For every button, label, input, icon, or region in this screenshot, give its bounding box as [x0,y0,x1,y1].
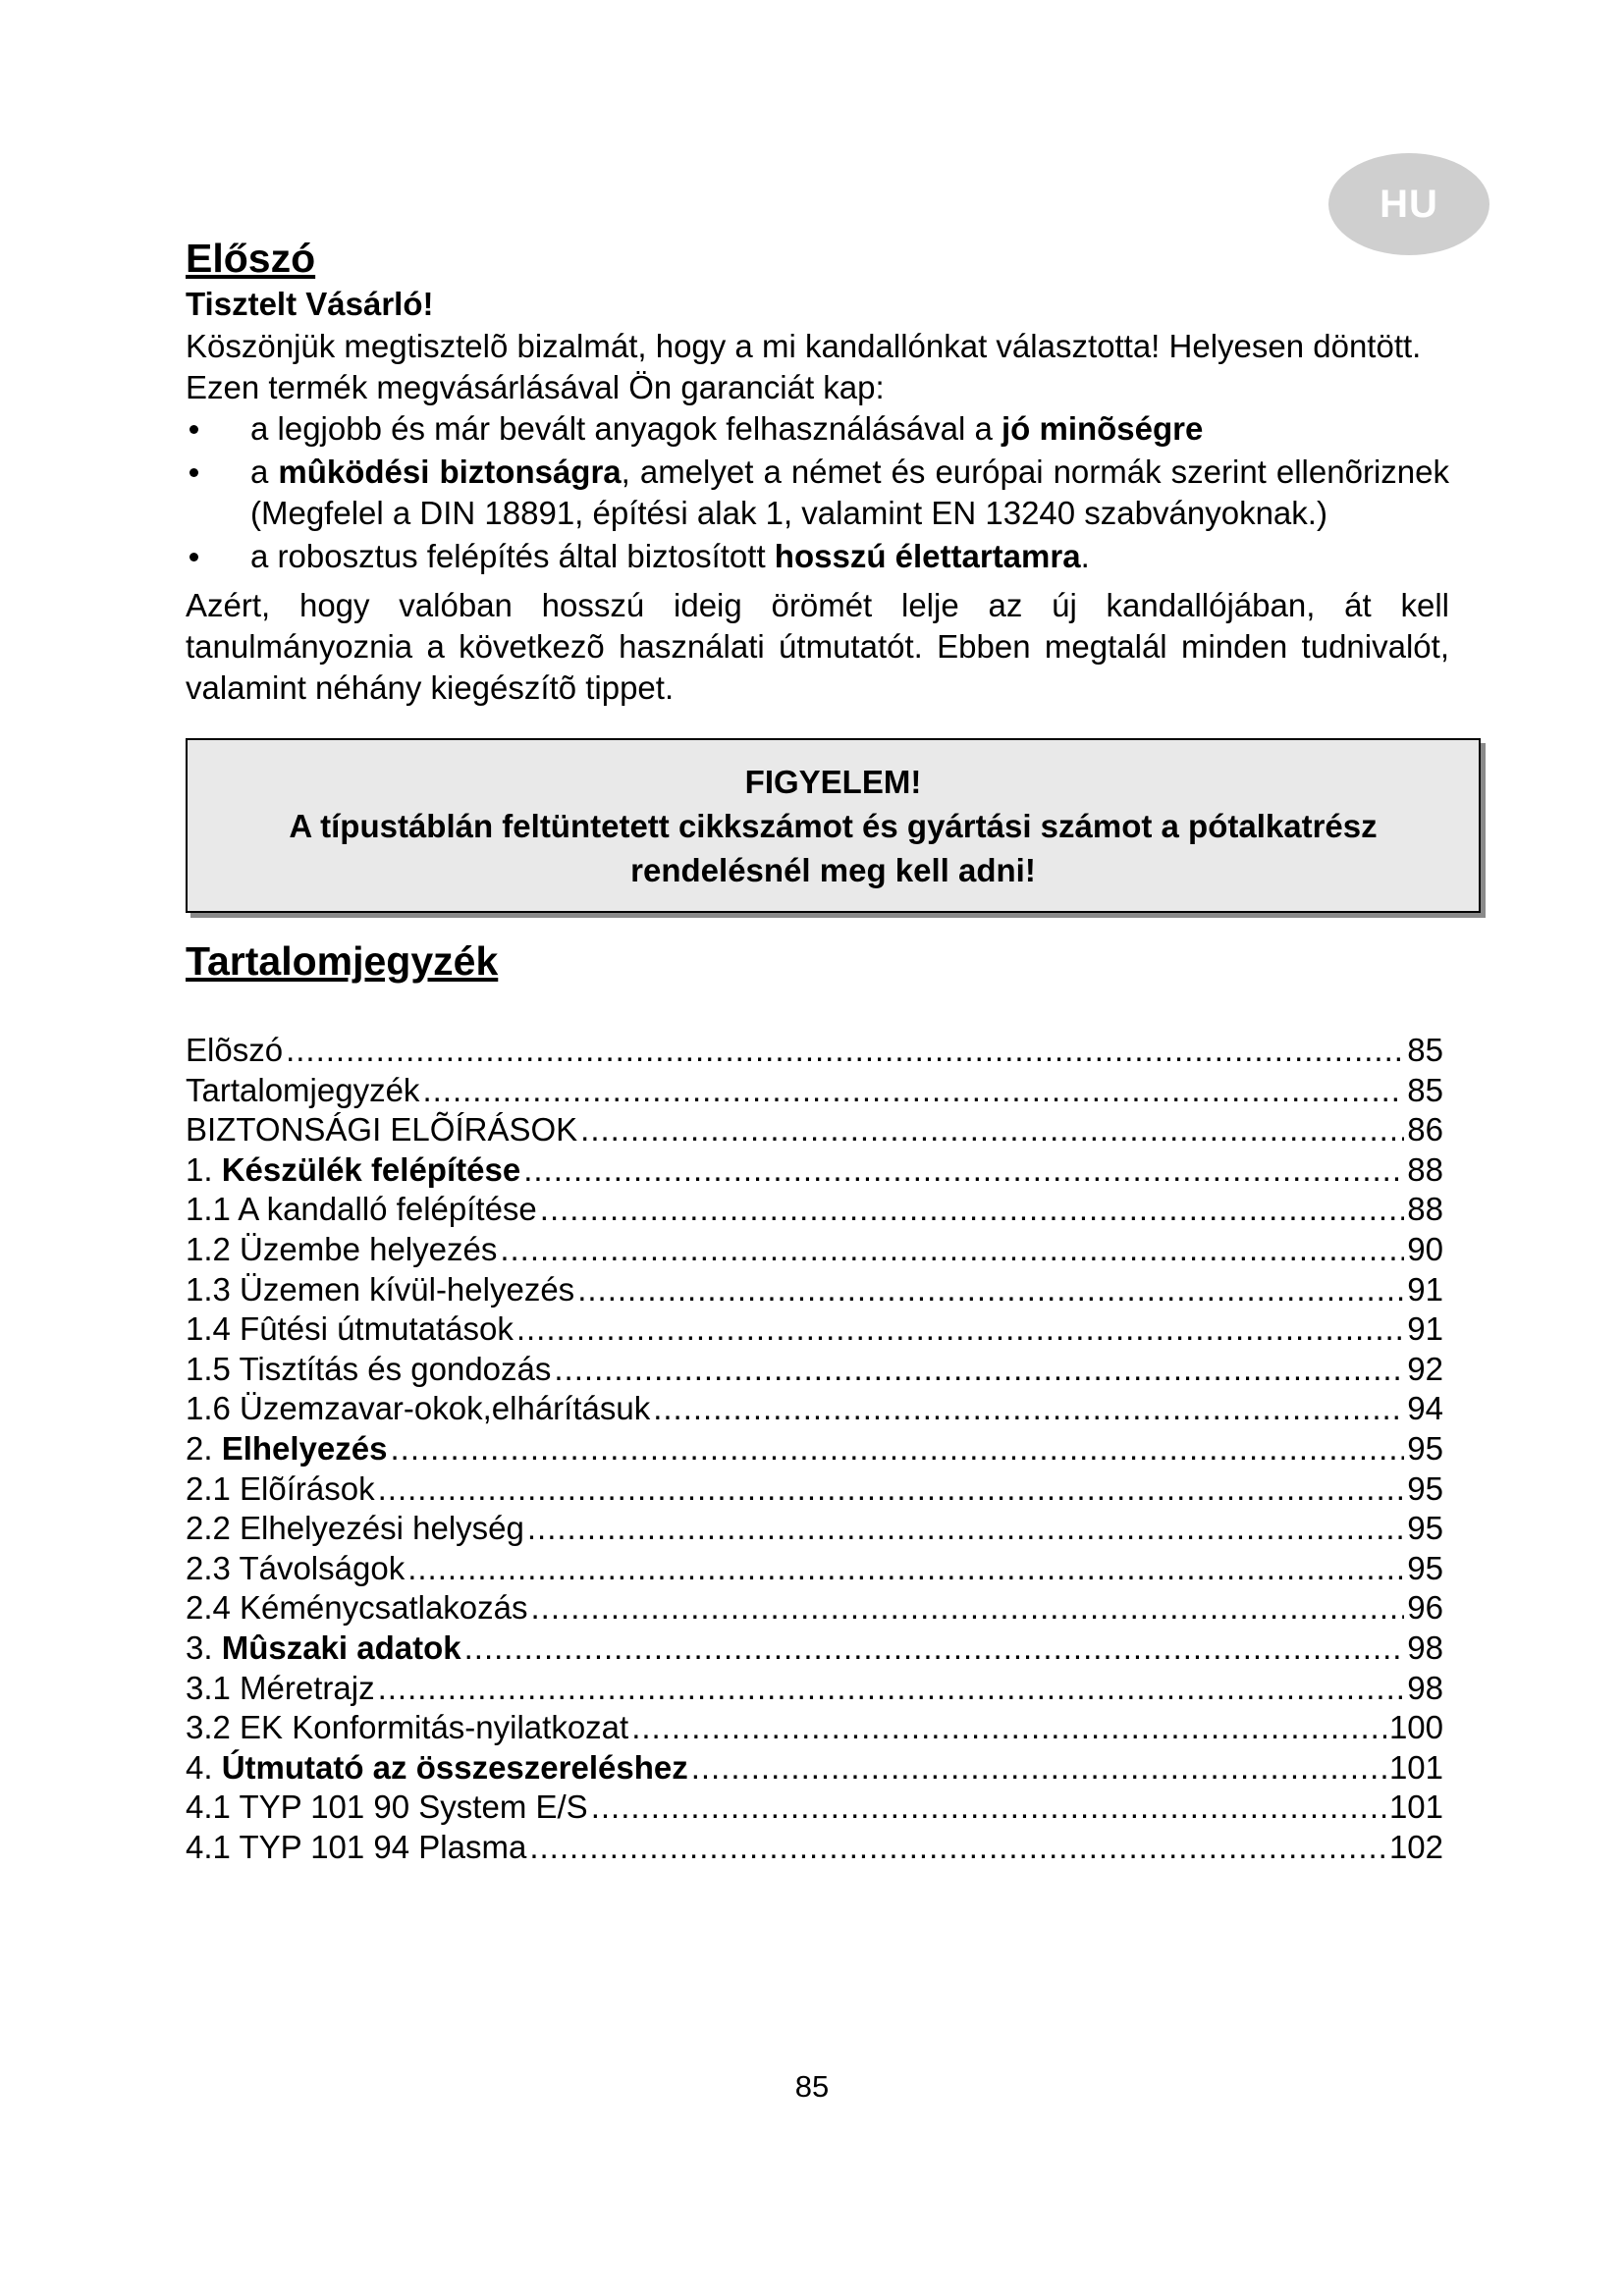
closing-paragraph: Azért, hogy valóban hosszú ideig örömét lelje az új kandallójában, át kell tanulmányoznia a következõ használati útmutatót. Ebben megtalál minden tudnivalót, valamint néhány kiegészítõ tippet. [186,587,1449,706]
toc-entry-page: 91 [1407,1310,1443,1348]
toc-entry-label: 1.6 Üzemzavar-okok,elhárításuk [186,1390,651,1427]
toc-entry-page: 101 [1388,1789,1443,1826]
toc-entry [186,1429,1443,1469]
toc-leader-dots [516,1309,1404,1350]
toc-entry [186,1629,1443,1669]
toc-entry-page: 88 [1407,1191,1443,1228]
toc-entry-label: 1.1 A kandalló felépítése [186,1191,537,1228]
toc-leader-dots [653,1389,1404,1429]
toc-entry-label: 4.1 TYP 101 94 Plasma [186,1828,527,1865]
toc-entry-label: Elõszó [186,1032,284,1068]
toc-entry [186,1748,1443,1789]
toc-entry-label: 2. Elhelyezés [186,1429,388,1467]
toc-entry [186,1190,1443,1230]
toc-leader-dots [554,1350,1404,1390]
language-badge: HU [1328,153,1489,255]
toc-leader-dots [422,1071,1404,1111]
toc-entry [186,1549,1443,1589]
toc-leader-dots [631,1708,1386,1748]
toc-entry-label: 3.2 EK Konformitás-nyilatkozat [186,1709,629,1746]
toc-entry [186,1031,1443,1071]
warning-box [186,738,1481,913]
toc-entry [186,1270,1443,1310]
toc-entry-label: 1. Készülék felépítése [186,1150,521,1188]
intro-paragraph: Köszönjük megtisztelõ bizalmát, hogy a mi kandallónkat választotta! Helyesen döntött. [186,328,1422,364]
toc-entry-page: 95 [1407,1469,1443,1507]
toc-entry [186,1469,1443,1510]
toc-entry-page: 95 [1407,1510,1443,1547]
toc-entry [186,1509,1443,1549]
toc-entry-label: 1.2 Üzembe helyezés [186,1230,498,1267]
warning-line-2: rendelésnél meg kell adni! [630,851,1036,888]
toc-heading: Tartalomjegyzék [186,938,499,984]
toc-leader-dots [523,1150,1404,1191]
toc-entry-label: 2.3 Távolságok [186,1549,406,1586]
toc-entry-label: BIZTONSÁGI ELÕÍRÁSOK [186,1111,578,1148]
toc-entry-page: 91 [1407,1270,1443,1308]
toc-leader-dots [529,1828,1386,1868]
toc-entry-page: 85 [1407,1032,1443,1068]
toc-leader-dots [390,1429,1404,1469]
toc-entry-label: 1.4 Fûtési útmutatások [186,1310,514,1348]
toc-leader-dots [527,1509,1404,1549]
bullet-item: a mûködési biztonságra, amelyet a német és európai normák szerint ellenõriznek (Megfelel a DIN 18891, építési alak 1, valamint EN 13240 szabványoknak.) [186,452,1449,534]
toc-entry [186,1071,1443,1111]
toc-leader-dots [691,1748,1386,1789]
toc-leader-dots [407,1549,1404,1589]
warning-title: FIGYELEM! [744,763,922,800]
toc-entry-page: 96 [1407,1589,1443,1627]
toc-leader-dots [531,1588,1405,1629]
toc-leader-dots [286,1031,1404,1071]
toc-entry [186,1309,1443,1350]
toc-entry-page: 98 [1407,1669,1443,1706]
toc-entry-label: 2.4 Kéménycsatlakozás [186,1589,528,1627]
toc-entry-label: 4. Útmutató az összeszereléshez [186,1748,688,1786]
toc-leader-dots [378,1669,1405,1709]
toc-entry-label: 1.5 Tisztítás és gondozás [186,1350,552,1387]
toc-entry-label: 2.1 Elõírások [186,1469,375,1507]
toc-entry-page: 94 [1407,1390,1443,1427]
toc-entry [186,1389,1443,1429]
toc-leader-dots [500,1230,1404,1270]
greeting: Tisztelt Vásárló! [186,286,434,322]
toc-entry-label: Tartalomjegyzék [186,1071,420,1108]
toc-entry [186,1150,1443,1191]
table-of-contents [186,1031,1443,1867]
toc-entry-label: 1.3 Üzemen kívül-helyezés [186,1270,575,1308]
toc-entry-label: 3.1 Méretrajz [186,1669,375,1706]
toc-entry [186,1350,1443,1390]
foreword-heading: Előszó [186,236,316,281]
toc-entry [186,1828,1443,1868]
toc-entry-page: 90 [1407,1230,1443,1267]
toc-entry-page: 95 [1407,1549,1443,1586]
toc-entry-label: 4.1 TYP 101 90 System E/S [186,1789,588,1826]
toc-entry-page: 86 [1407,1111,1443,1148]
toc-entry [186,1588,1443,1629]
bullet-item: a legjobb és már bevált anyagok felhasználásával a jó minõségre [186,408,1449,450]
toc-leader-dots [464,1629,1405,1669]
toc-leader-dots [591,1788,1386,1828]
toc-entry [186,1669,1443,1709]
toc-entry-label: 2.2 Elhelyezési helység [186,1510,524,1547]
guarantee-list [186,408,1449,577]
toc-entry-page: 100 [1388,1709,1443,1746]
toc-entry-page: 88 [1407,1150,1443,1188]
toc-entry [186,1110,1443,1150]
page-content [186,234,1449,1867]
toc-leader-dots [378,1469,1405,1510]
toc-entry [186,1230,1443,1270]
toc-entry-label: 3. Mûszaki adatok [186,1629,461,1666]
toc-entry-page: 95 [1407,1429,1443,1467]
guarantee-intro: Ezen termék megvásárlásával Ön garanciát kap: [186,369,885,405]
toc-entry [186,1788,1443,1828]
toc-entry-page: 98 [1407,1629,1443,1666]
toc-entry [186,1708,1443,1748]
warning-line-1: A típustáblán feltüntetett cikkszámot és gyártási számot a pótalkatrész [289,807,1378,844]
page-number: 85 [794,2069,830,2104]
bullet-item: a robosztus felépítés által biztosított hosszú élettartamra. [186,536,1449,577]
toc-entry-page: 92 [1407,1350,1443,1387]
toc-leader-dots [580,1110,1404,1150]
toc-leader-dots [577,1270,1404,1310]
toc-entry-page: 85 [1407,1071,1443,1108]
toc-leader-dots [540,1190,1405,1230]
toc-entry-page: 101 [1388,1748,1443,1786]
toc-entry-page: 102 [1388,1828,1443,1865]
